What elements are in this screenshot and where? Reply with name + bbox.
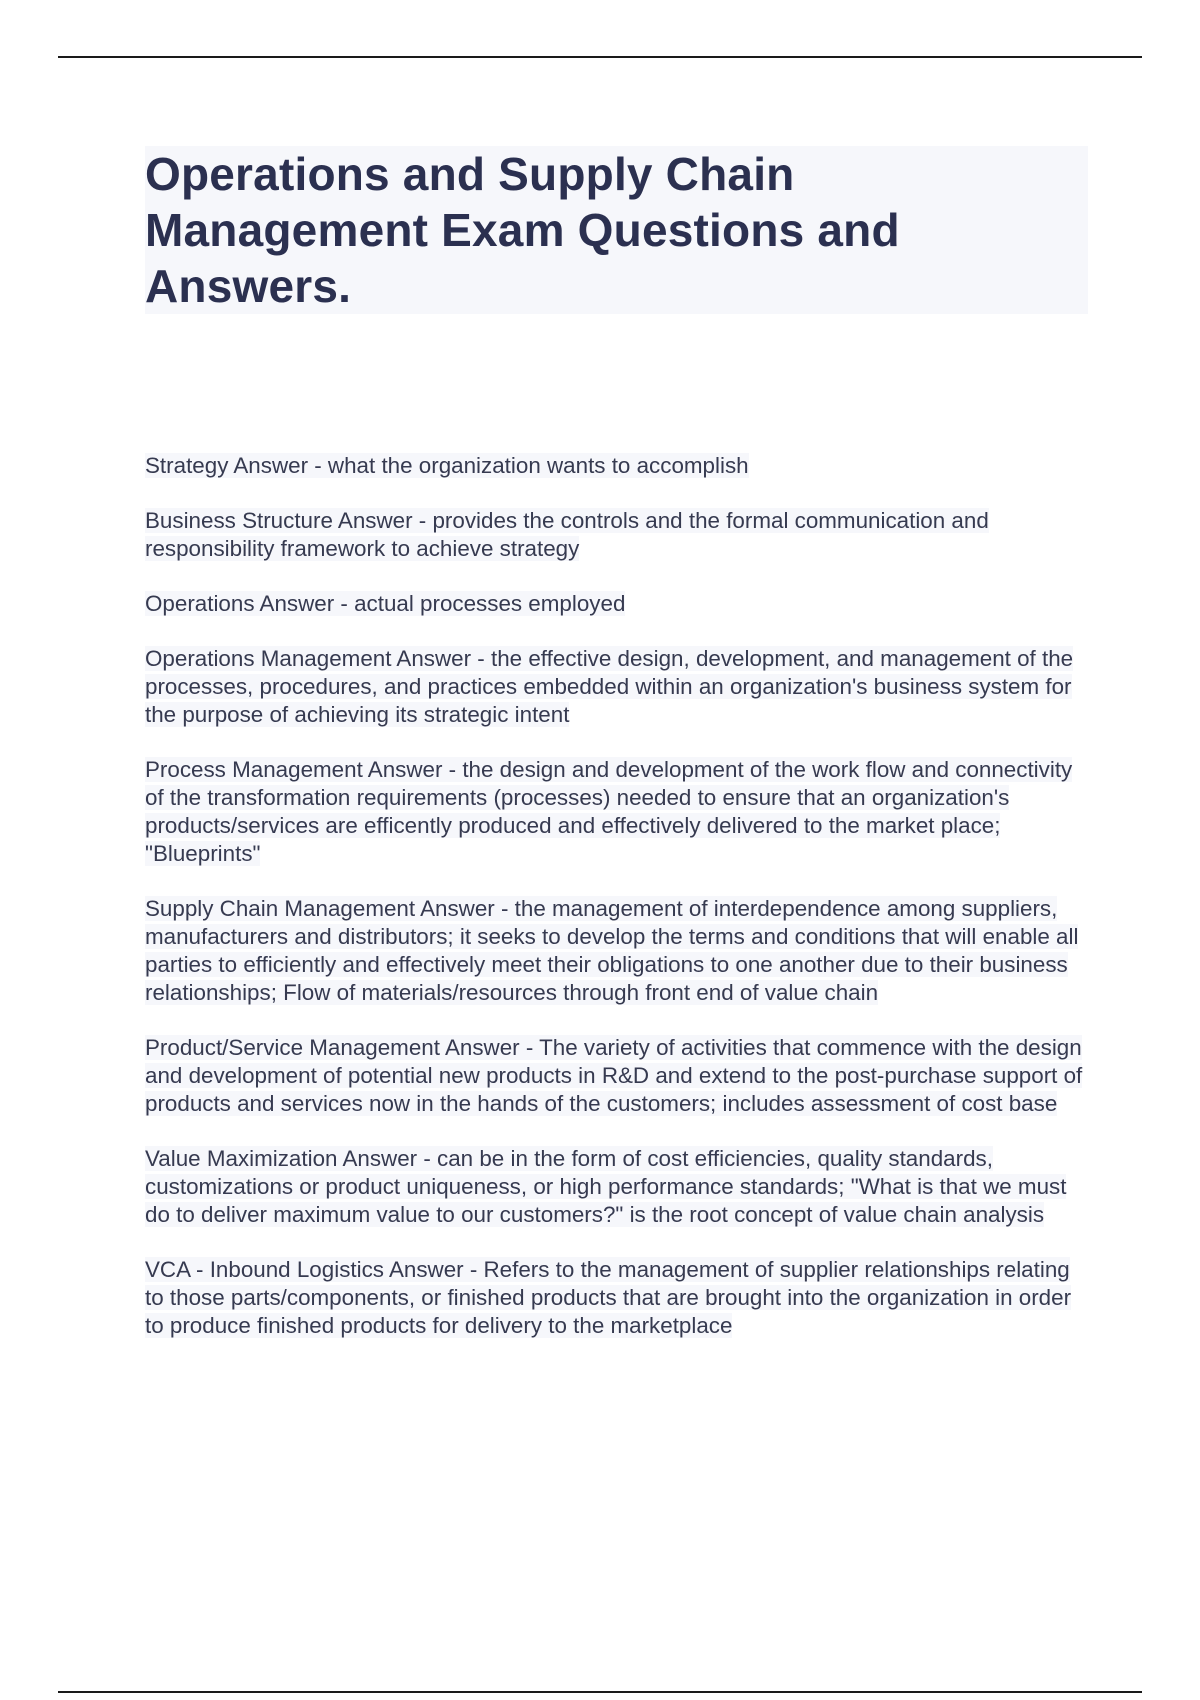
title-block (145, 146, 1088, 314)
qa-entry-text: Supply Chain Management Answer - the management of interdependence among suppliers, manufacturers and distributors; it seeks to develop the terms and conditions that will enable all parties to efficiently and effectively meet their obligations to one another due to their business relationships; Flow of materials/resources through front end of value chain (145, 896, 1079, 1005)
qa-entry-operations (145, 590, 1090, 618)
qa-entry-text: Strategy Answer - what the organization wants to accomplish (145, 453, 749, 478)
qa-entry-text: Product/Service Management Answer - The variety of activities that commence with the design and development of potential new products in R&D and extend to the post-purchase support of products and services now in the hands of the customers; includes assessment of cost base (145, 1035, 1083, 1116)
qa-entry-strategy (145, 452, 1090, 480)
qa-entry-product-service-management (145, 1034, 1090, 1118)
qa-entries (145, 452, 1090, 1367)
qa-entry-process-management (145, 756, 1090, 868)
qa-entry-text: Operations Answer - actual processes employed (145, 591, 626, 616)
qa-entry-supply-chain-management (145, 895, 1090, 1007)
qa-entry-operations-management (145, 645, 1090, 729)
qa-entry-text: Process Management Answer - the design and development of the work flow and connectivity of the transformation requirements (processes) needed to ensure that an organization's products/services are efficently produced and effectively delivered to the market place; "Blueprints" (145, 757, 1073, 866)
qa-entry-business-structure (145, 507, 1090, 563)
qa-entry-text: VCA - Inbound Logistics Answer - Refers to the management of supplier relationships relating to those parts/components, or finished products that are brought into the organization in order to produce finished products for delivery to the marketplace (145, 1257, 1072, 1338)
document-title: Operations and Supply Chain Management Exam Questions and Answers. (145, 148, 900, 312)
qa-entry-text: Operations Management Answer - the effective design, development, and management of the processes, procedures, and practices embedded within an organization's business system for the purpose of achieving its strategic intent (145, 646, 1074, 727)
qa-entry-inbound-logistics (145, 1256, 1090, 1340)
top-rule (58, 56, 1142, 58)
qa-entry-value-maximization (145, 1145, 1090, 1229)
qa-entry-text: Value Maximization Answer - can be in the form of cost efficiencies, quality standards, customizations or product uniqueness, or high performance standards; "What is that we must do to deliver maximum value to our customers?" is the root concept of value chain analysis (145, 1146, 1067, 1227)
bottom-rule (58, 1691, 1142, 1693)
qa-entry-text: Business Structure Answer - provides the controls and the formal communication and responsibility framework to achieve strategy (145, 508, 989, 561)
